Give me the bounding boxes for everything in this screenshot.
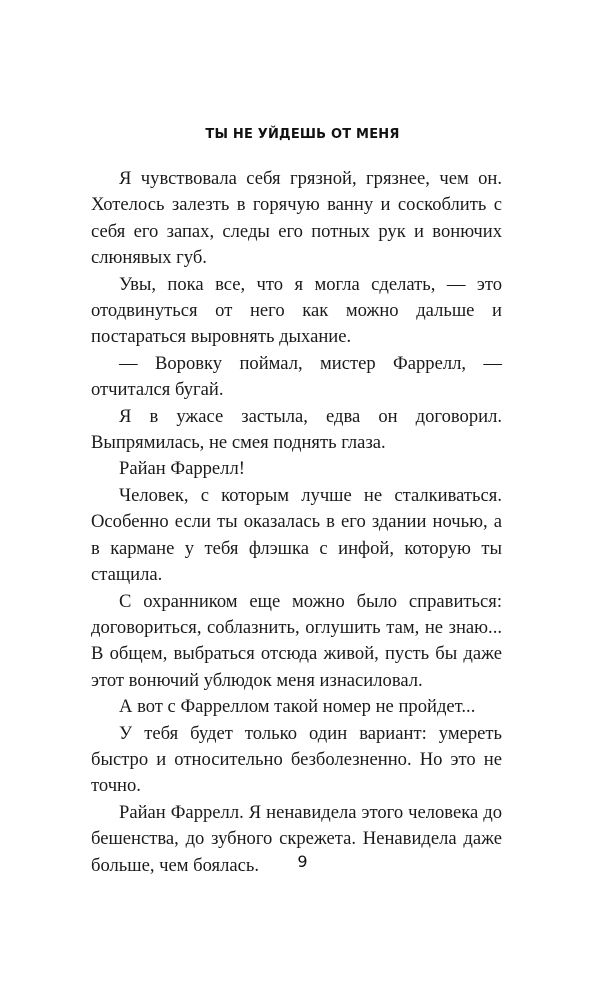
paragraph: — Воровку поймал, мистер Фаррелл, — отчитался бугай. [91, 352, 502, 401]
paragraph: Я чувствовала себя грязной, грязнее, чем он. Хотелось залезть в горячую ванну и соскоблить с себя его запах, следы его потных рук и вонючих слюнявых губ. [91, 168, 502, 269]
paragraph: Увы, пока все, что я могла сделать, — это отодвинуться от него как можно дальше и постараться выровнять дыхание. [91, 273, 502, 348]
paragraph: Человек, с которым лучше не сталкиваться. Особенно если ты оказалась в его здании ночью, а в кармане у тебя флэшка с инфой, которую ты стащила. [91, 484, 502, 586]
paragraph: А вот с Фарреллом такой номер не пройдет... [119, 696, 476, 718]
body-text [91, 166, 502, 879]
running-head: ТЫ НЕ УЙДЕШЬ ОТ МЕНЯ [205, 127, 400, 142]
paragraph: Райан Фаррелл. Я ненавидела этого человека до бешенства, до зубного скрежета. Ненавидела даже больше, чем боялась. [91, 801, 502, 876]
paragraph: Райан Фаррелл! [119, 458, 245, 480]
paragraph: С охранником еще можно было справиться: договориться, соблазнить, оглушить там, не знаю... В общем, выбраться отсюда живой, пусть бы даже этот вонючий ублюдок меня изнасиловал. [91, 590, 502, 691]
paragraph: У тебя будет только один вариант: умереть быстро и относительно безболезненно. Но это не точно. [91, 722, 502, 797]
paragraph: Я в ужасе застыла, едва он договорил. Выпрямилась, не смея поднять глаза. [91, 405, 502, 454]
page-number: 9 [297, 852, 308, 871]
